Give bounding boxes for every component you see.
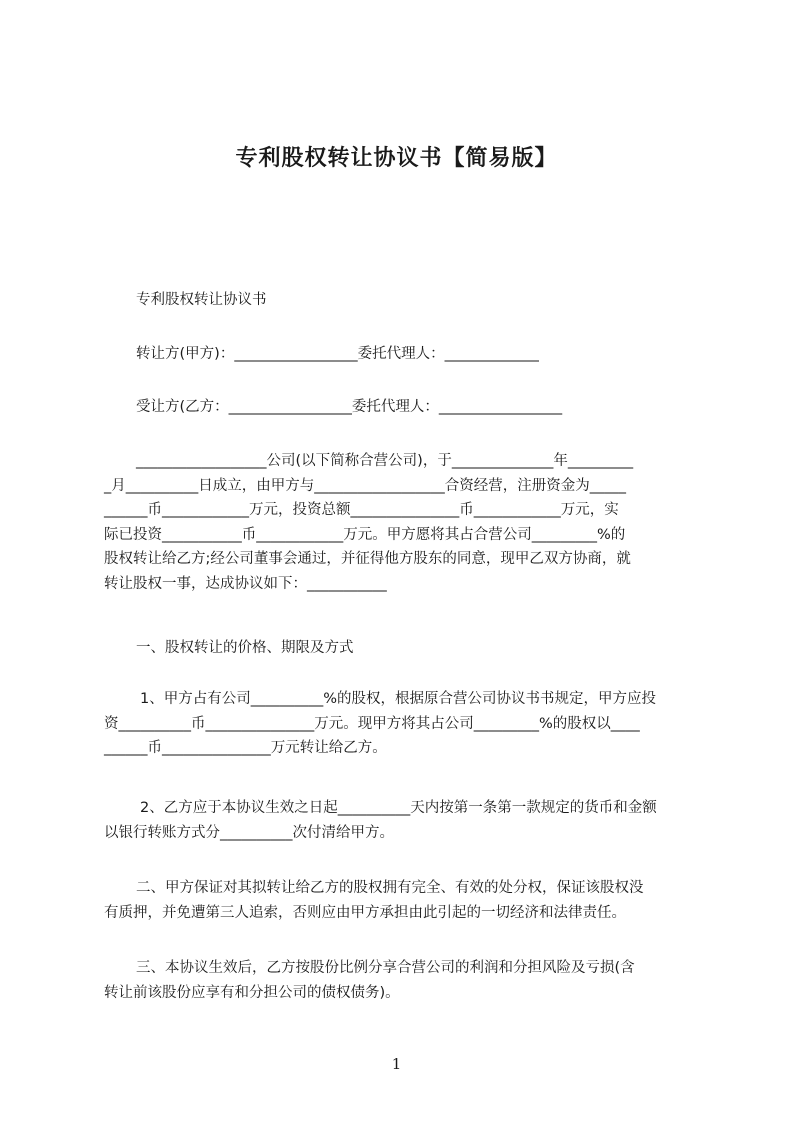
section-line: 有质押，并免遭第三人追索，否则应由甲方承担由此引起的一切经济和法律责任。	[104, 904, 626, 921]
clause-line: ______币_______________万元转让给乙方。	[104, 740, 387, 756]
clause-line: 以银行转账方式分__________次付清给甲方。	[104, 824, 394, 841]
document-title: 专利股权转让协议书【简易版】	[235, 146, 558, 171]
intro-line: __________________公司(以下简称合营公司)，于______________年_________	[136, 453, 634, 469]
clause-line: 资__________币_______________万元。现甲方将其占公司_________%的股权以____	[104, 715, 640, 732]
section-line: 二、甲方保证对其拟转让给乙方的股权拥有完全、有效的处分权，保证该股权没	[136, 880, 644, 896]
section-heading: 一、股权转让的价格、期限及方式	[136, 640, 354, 656]
document-subtitle: 专利股权转让协议书	[136, 292, 267, 308]
intro-line: ______币____________万元，投资总额_______________币____________万元，实	[104, 502, 619, 518]
party-a-line: 转让方(甲方)：_________________委托代理人：_____________	[136, 346, 539, 362]
section-line: 三、本协议生效后，乙方按股份比例分享合营公司的利润和分担风险及亏损(含	[136, 960, 635, 976]
clause-1	[104, 687, 704, 761]
clause-line: 2、乙方应于本协议生效之日起__________天内按第一条第一款规定的货币和金额	[140, 800, 657, 816]
section-line: 转让前该股份应享有和分担公司的债权债务)。	[104, 984, 400, 1001]
intro-paragraph	[104, 449, 704, 596]
party-b-line: 受让方(乙方：_________________委托代理人：_________________	[136, 399, 563, 415]
page-number: 1	[391, 1055, 402, 1073]
clause-2	[104, 796, 704, 845]
section-2	[104, 876, 704, 925]
intro-line: 际已投资___________币____________万元。甲方愿将其占合营公司_________%的	[104, 526, 626, 543]
intro-line: 转让股权一事，达成协议如下：___________	[104, 575, 387, 592]
intro-line: 股权转让给乙方;经公司董事会通过，并征得他方股东的同意，现甲乙双方协商，就	[104, 551, 631, 567]
section-3	[104, 956, 704, 1005]
intro-line: _月__________日成立，由甲方与__________________合资经营，注册资金为_____	[104, 477, 626, 494]
clause-line: 1、甲方占有公司__________%的股权，根据原合营公司协议书书规定，甲方应投	[140, 691, 657, 707]
